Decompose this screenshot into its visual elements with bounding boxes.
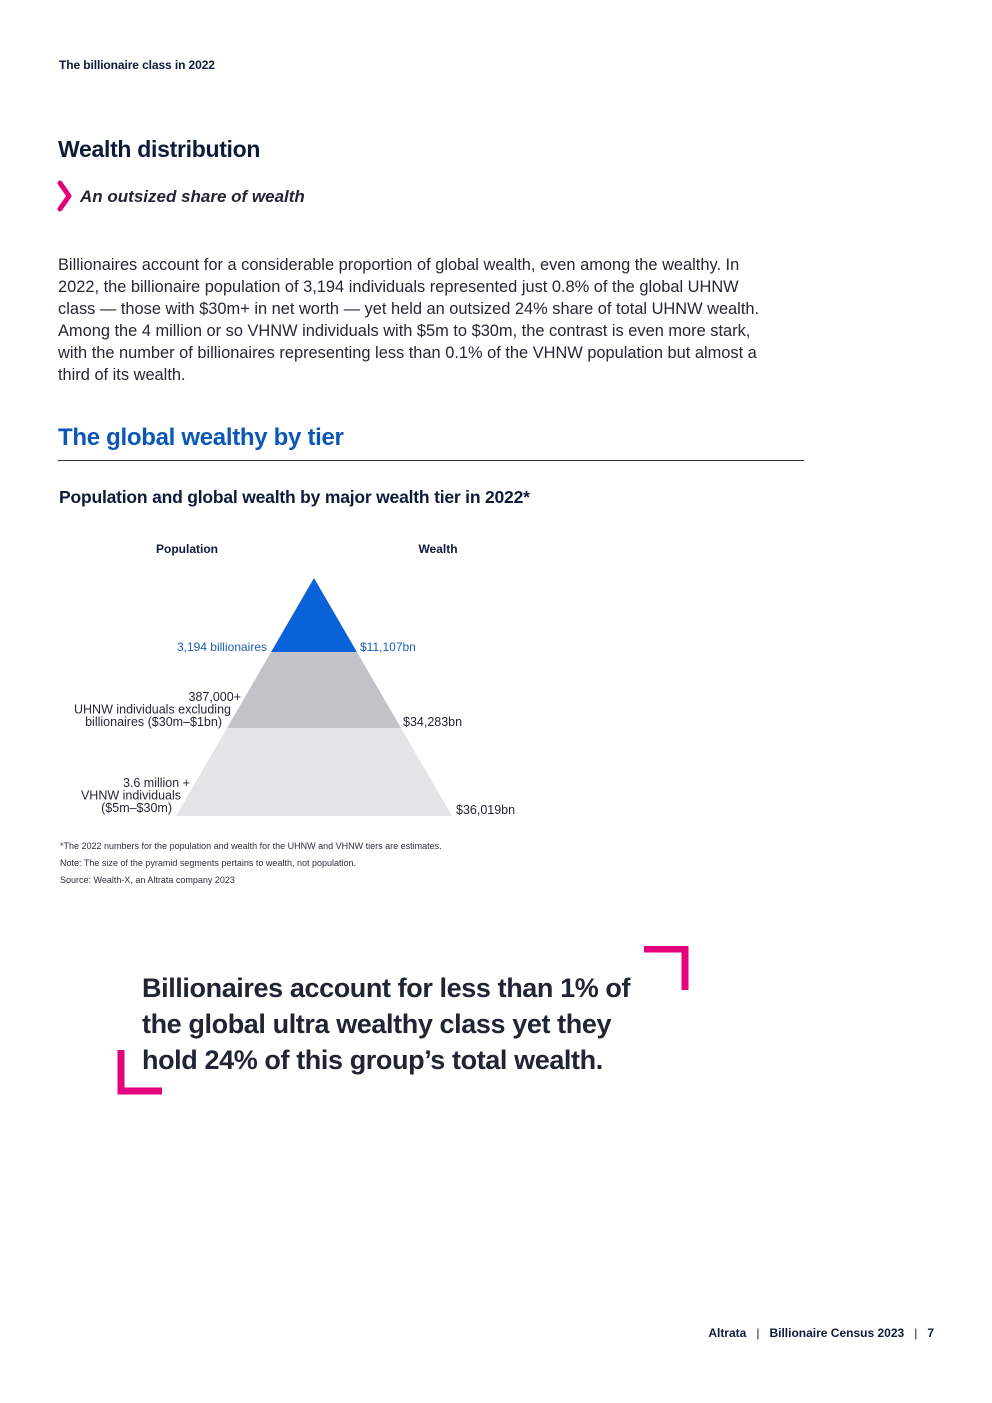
population-label-line: 3,194 billionaires [176, 640, 267, 654]
divider [58, 460, 804, 461]
pyramid-tier-3 [176, 728, 452, 816]
population-label-tier-3 [81, 776, 190, 815]
wealth-label-tier-3: $36,019bn [456, 803, 516, 817]
population-label-line: ($5m–$30m) [101, 801, 172, 815]
footer-separator: | [914, 1326, 918, 1340]
body-text: Billionaires account for a considerable proportion of global wealth, even among the wealthy. In 2022, the billionaire population of 3,194 individuals represented just 0.8% of the global UHNW class — those with $30m+ in net worth — yet held an outsized 24% share of total UHNW wealth. Among the 4 million or so VHNW individuals with $5m to $30m, the contrast is even more stark, with the number of billionaires representing less than 0.1% of the VHNW population but almost a third of its wealth. [58, 256, 760, 384]
population-label-line: 3.6 million + [122, 776, 190, 790]
figure-title: Population and global wealth by major wealth tier in 2022* [59, 487, 530, 507]
note-estimates: *The 2022 numbers for the population and wealth for the UHNW and VHNW tiers are estimates. [60, 841, 442, 851]
pyramid-chart [0, 530, 600, 830]
population-label-tier-1 [177, 640, 267, 654]
wealth-label-tier-1: $11,107bn [360, 640, 416, 654]
page-number: 7 [927, 1326, 934, 1340]
pyramid-tier-2 [227, 652, 401, 728]
footer-publication: Billionaire Census 2023 [769, 1326, 905, 1340]
population-label-line: UHNW individuals excluding [73, 702, 231, 717]
body-paragraph [58, 254, 778, 386]
chevron-right-icon [56, 180, 74, 212]
figure-section-title: The global wealthy by tier [58, 424, 344, 451]
pull-quote: Billionaires account for less than 1% of the global ultra wealthy class yet they hold 24% of this group’s total wealth. [142, 973, 631, 1075]
population-label-line: VHNW individuals [80, 788, 181, 803]
wealth-label-tier-2: $34,283bn [403, 715, 463, 729]
note-segments: Note: The size of the pyramid segments pertains to wealth, not population. [60, 858, 357, 868]
note-source: Source: Wealth-X, an Altrata company 2023 [60, 875, 235, 885]
population-label-line: billionaires ($30m–$1bn) [85, 715, 222, 729]
footer-brand: Altrata [708, 1326, 747, 1340]
wealth-header: Wealth [418, 542, 458, 556]
section-subtitle: An outsized share of wealth [80, 187, 305, 206]
figure-notes [60, 838, 442, 889]
section-title: Wealth distribution [58, 136, 261, 162]
footer-separator: | [756, 1326, 760, 1340]
footer [640, 1326, 934, 1340]
population-label-tier-2 [74, 690, 241, 729]
population-label-line: 387,000+ [188, 690, 241, 704]
population-header: Population [156, 542, 218, 556]
running-header: The billionaire class in 2022 [59, 58, 215, 72]
pyramid-tier-1 [271, 578, 357, 652]
